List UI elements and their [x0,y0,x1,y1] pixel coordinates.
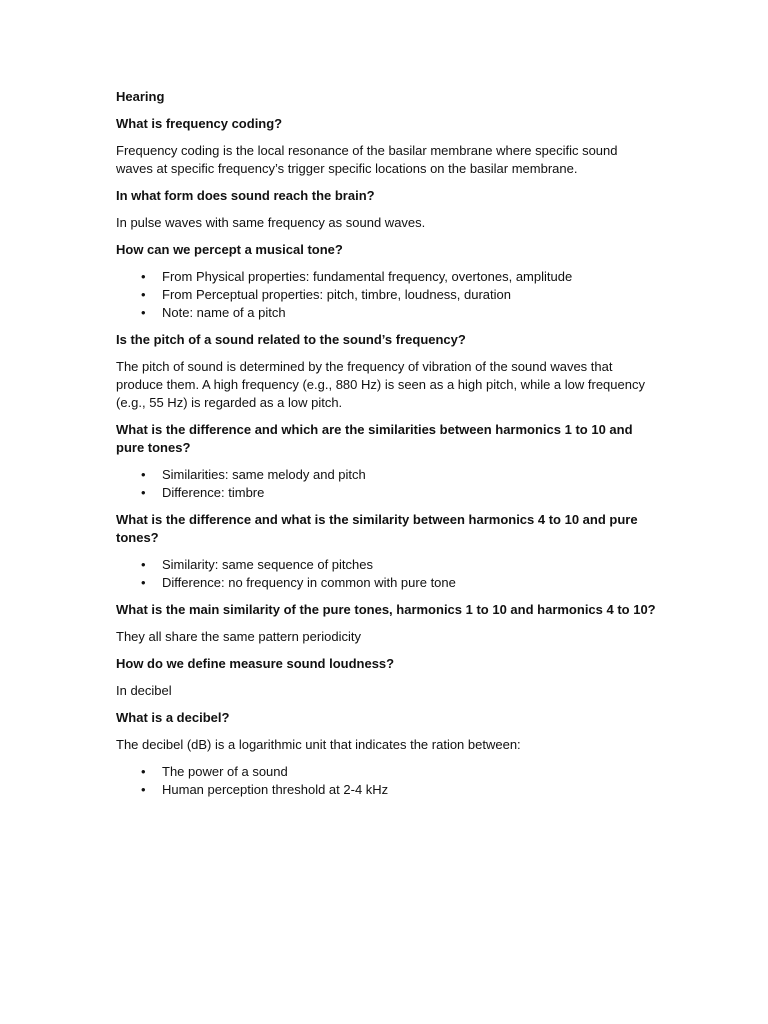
question-heading: How can we percept a musical tone? [116,242,343,257]
answer-paragraph: The decibel (dB) is a logarithmic unit that indicates the ration between: [116,737,521,752]
question-heading: What is the difference and which are the similarities between harmonics 1 to 10 and pure tones? [116,422,633,455]
answer-paragraph: Frequency coding is the local resonance of the basilar membrane where specific sound waves at specific frequency’s trigger specific locations on the basilar membrane. [116,143,618,176]
list-item-text: The power of a sound [162,764,288,779]
list-item-text: Human perception threshold at 2-4 kHz [162,782,389,797]
bullet-icon: • [141,782,146,797]
document-title: Hearing [116,89,165,104]
answer-paragraph: In pulse waves with same frequency as sound waves. [116,215,426,230]
list-item-text: Similarities: same melody and pitch [162,467,366,482]
bullet-icon: • [141,305,146,320]
list-item [116,574,656,592]
answer-paragraph: The pitch of sound is determined by the frequency of vibration of the sound waves that produce them. A high frequency (e.g., 880 Hz) is seen as a high pitch, while a low frequency (e.g., 55 Hz) is regarded as a low pitch. [116,359,645,410]
bullet-icon: • [141,557,146,572]
question-heading: What is frequency coding? [116,116,283,131]
list-item-text: Difference: timbre [162,485,265,500]
list-item-text: Note: name of a pitch [162,305,286,320]
answer-paragraph: They all share the same pattern periodicity [116,629,361,644]
bullet-icon: • [141,269,146,284]
list-item [116,268,656,286]
question-heading: How do we define measure sound loudness? [116,656,395,671]
list-item [116,556,656,574]
bullet-icon: • [141,467,146,482]
bullet-icon: • [141,287,146,302]
question-heading: Is the pitch of a sound related to the sound’s frequency? [116,332,466,347]
list-item-text: Similarity: same sequence of pitches [162,557,373,572]
question-heading: What is the difference and what is the similarity between harmonics 4 to 10 and pure tones? [116,512,638,545]
list-item [116,763,656,781]
list-item-text: From Physical properties: fundamental frequency, overtones, amplitude [162,269,573,284]
list-item [116,286,656,304]
bullet-list [116,268,656,322]
bullet-icon: • [141,485,146,500]
bullet-list [116,466,656,502]
list-item [116,781,656,799]
list-item-text: Difference: no frequency in common with pure tone [162,575,456,590]
question-heading: In what form does sound reach the brain? [116,188,375,203]
answer-paragraph: In decibel [116,683,172,698]
list-item-text: From Perceptual properties: pitch, timbre, loudness, duration [162,287,512,302]
bullet-icon: • [141,764,146,779]
list-item [116,466,656,484]
question-heading: What is a decibel? [116,710,230,725]
bullet-list [116,763,656,799]
list-item [116,484,656,502]
bullet-list [116,556,656,592]
list-item [116,304,656,322]
question-heading: What is the main similarity of the pure tones, harmonics 1 to 10 and harmonics 4 to 10? [116,602,656,617]
bullet-icon: • [141,575,146,590]
